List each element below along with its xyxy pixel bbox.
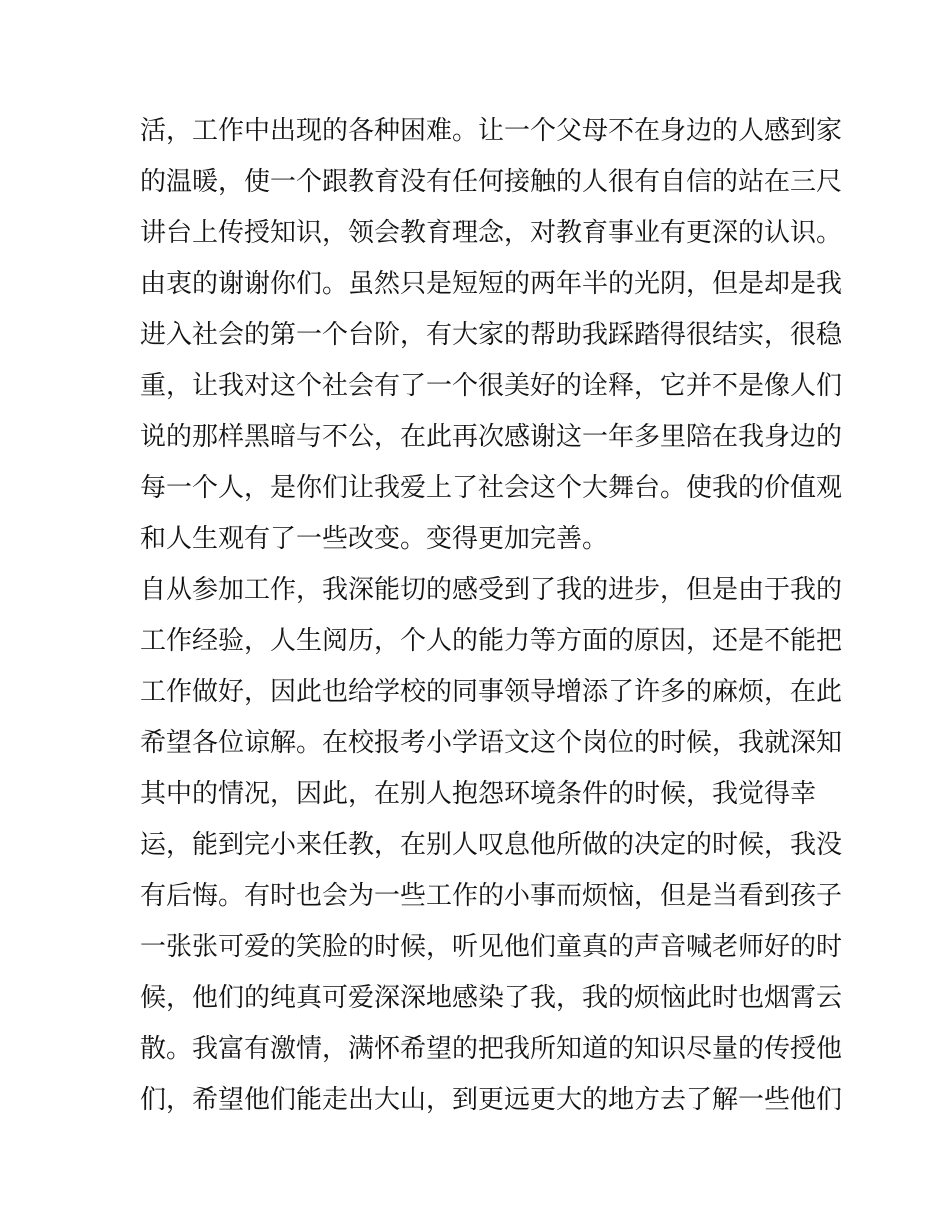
text-line-20: 们，希望他们能走出大山，到更远更大的地方去了解一些他们 bbox=[140, 1085, 843, 1115]
text-line-12: 工作做好，因此也给学校的同事领导增添了许多的麻烦，在此 bbox=[140, 677, 843, 707]
text-line-13: 希望各位谅解。在校报考小学语文这个岗位的时候，我就深知 bbox=[140, 728, 843, 758]
text-line-7: 说的那样黑暗与不公，在此再次感谢这一年多里陪在我身边的 bbox=[140, 422, 843, 452]
text-line-15: 运，能到完小来任教，在别人叹息他所做的决定的时候，我没 bbox=[140, 830, 843, 860]
text-line-17: 一张张可爱的笑脸的时候，听见他们童真的声音喊老师好的时 bbox=[140, 932, 843, 962]
text-line-4: 由衷的谢谢你们。虽然只是短短的两年半的光阴，但是却是我 bbox=[140, 269, 843, 299]
text-line-2: 的温暖，使一个跟教育没有任何接触的人很有自信的站在三尺 bbox=[140, 167, 843, 197]
text-line-3: 讲台上传授知识，领会教育理念，对教育事业有更深的认识。 bbox=[140, 218, 843, 248]
text-line-18: 候，他们的纯真可爱深深地感染了我，我的烦恼此时也烟霄云 bbox=[140, 983, 843, 1013]
text-line-10: 自从参加工作，我深能切的感受到了我的进步，但是由于我的 bbox=[140, 575, 843, 605]
text-line-9: 和人生观有了一些改变。变得更加完善。 bbox=[140, 524, 609, 554]
text-line-6: 重，让我对这个社会有了一个很美好的诠释，它并不是像人们 bbox=[140, 371, 843, 401]
body-text bbox=[140, 106, 843, 1126]
text-line-19: 散。我富有激情，满怀希望的把我所知道的知识尽量的传授他 bbox=[140, 1034, 843, 1064]
text-line-8: 每一个人，是你们让我爱上了社会这个大舞台。使我的价值观 bbox=[140, 473, 843, 503]
text-line-16: 有后悔。有时也会为一些工作的小事而烦恼，但是当看到孩子 bbox=[140, 881, 843, 911]
text-line-5: 进入社会的第一个台阶，有大家的帮助我踩踏得很结实，很稳 bbox=[140, 320, 843, 350]
text-line-14: 其中的情况，因此，在别人抱怨环境条件的时候，我觉得幸 bbox=[140, 779, 817, 809]
text-line-11: 工作经验，人生阅历，个人的能力等方面的原因，还是不能把 bbox=[140, 626, 843, 656]
text-line-1: 活，工作中出现的各种困难。让一个父母不在身边的人感到家 bbox=[140, 116, 843, 146]
